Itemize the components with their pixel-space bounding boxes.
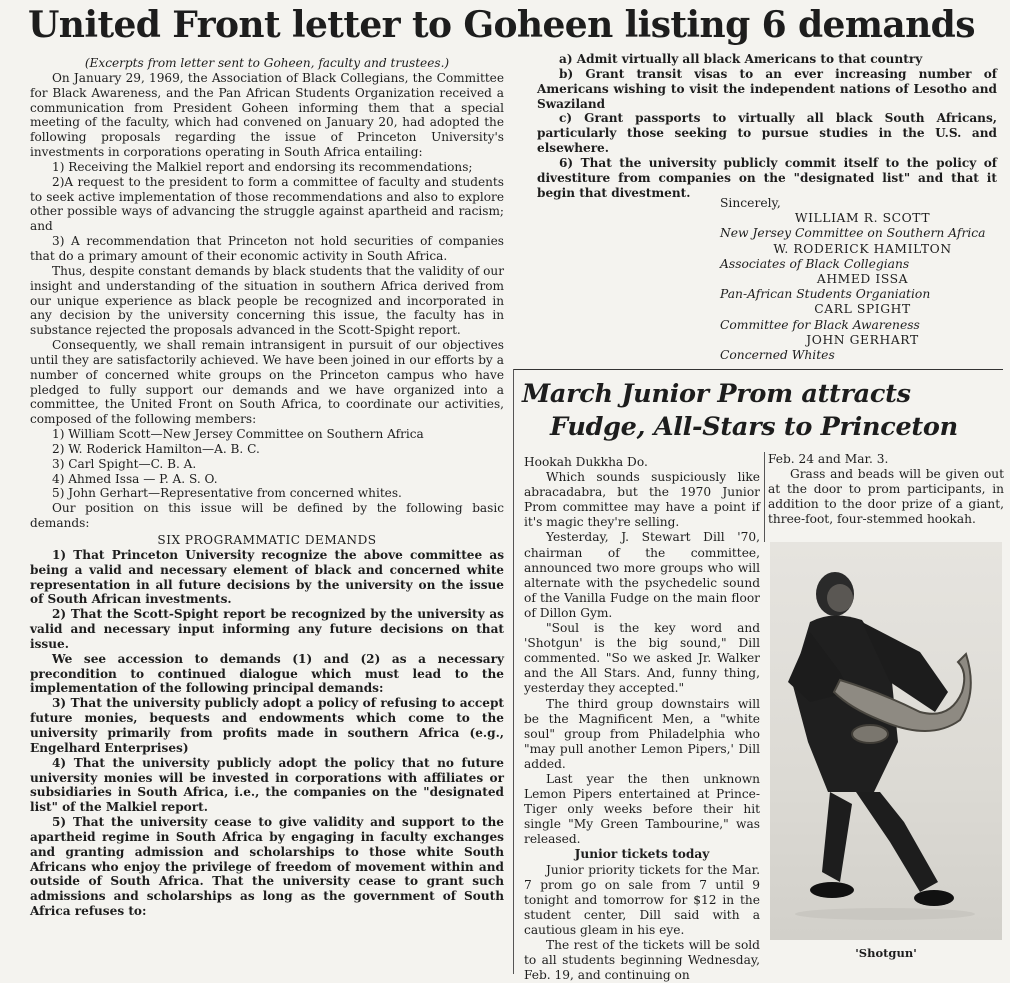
signer-org: Pan-African Students Organiation bbox=[720, 287, 931, 302]
paragraph: Consequently, we shall remain intransigent in pursuit of our objectives until they are satisfactorily achieved. We have been joined in our efforts by a number of concerned white groups on the Princeton campus who have pledged to fully support our demands and we have organized into a committee, the United Front on South Africa, to coordinate our activities, composed of the following members: bbox=[30, 338, 504, 427]
page-title: United Front letter to Goheen listing 6 demands bbox=[28, 4, 975, 46]
paragraph: We see accession to demands (1) and (2) as a necessary precondition to continued dialogue which must lead to the implementation of the following principal demands: bbox=[30, 651, 504, 696]
paragraph: The rest of the tickets will be sold to all students beginning Wednesday, Feb. 19, and continuing on bbox=[524, 938, 760, 983]
signer-org: New Jersey Committee on Southern Africa bbox=[720, 226, 986, 241]
letter-column-left bbox=[30, 56, 504, 919]
demand-item: 4) That the university publicly adopt the policy that no future university monies will be invested in corporations with affiliates or subsidiaries in South Africa, i.e., the companies on the "designated list" of the Malkiel report. bbox=[30, 755, 504, 815]
paragraph: Hookah Dukkha Do. bbox=[524, 455, 648, 469]
paragraph: 1) Receiving the Malkiel report and endorsing its recommendations; bbox=[52, 159, 473, 174]
paragraph: Grass and beads will be given out at the door to prom participants, in addition to the door prize of a giant, three-foot, four-stemmed hookah. bbox=[768, 467, 1004, 527]
paragraph: The third group downstairs will be the Magnificent Men, a "white soul" group from Philadelphia who "may pull another Lemon Pipers,' Dill added. bbox=[524, 696, 760, 771]
demand-item: 3) That the university publicly adopt a policy of refusing to accept future monies, bequests and endowments which come to the university primarily from profits made in southern Africa (e.g., Engelhard Enterprises) bbox=[30, 696, 504, 755]
member-item: 1) William Scott—New Jersey Committee on Southern Africa bbox=[52, 427, 424, 442]
paragraph: On January 29, 1969, the Association of Black Collegians, the Committee for Black Awareness, and the Pan African Students Organization received a communication from President Goheen informing them that a special meeting of the faculty, which had convened on January 20, had adopted the following proposals regarding the issue of Princeton University's investments in corporations operating in South Africa entailing: bbox=[30, 70, 504, 160]
section-heading: SIX PROGRAMMATIC DEMANDS bbox=[157, 533, 377, 547]
demand-subitem: c) Grant passports to virtually all black South Africans, particularly those seeking to pursue studies in the U.S. and elsewhere. bbox=[537, 111, 997, 156]
divider bbox=[764, 452, 765, 542]
saxophonist-figure bbox=[770, 542, 1002, 940]
demand-item: 2) That the Scott-Spight report be recognized by the university as valid and necessary input informing any future decisions on that issue. bbox=[30, 607, 504, 651]
letter-column-right bbox=[537, 52, 997, 200]
member-item: 4) Ahmed Issa — P. A. S. O. bbox=[52, 471, 218, 486]
divider bbox=[513, 369, 1003, 370]
signer-org: Committee for Black Awareness bbox=[720, 317, 920, 332]
member-item: 5) John Gerhart—Representative from concerned whites. bbox=[52, 486, 402, 501]
demand-item: 1) That Princeton University recognize the above committee as being a valid and necessary element of black and concerned white representation in all future decisions by the university on the issue of South African investments. bbox=[30, 547, 504, 607]
member-item: 2) W. Roderick Hamilton—A. B. C. bbox=[52, 441, 260, 456]
signer-name: JOHN GERHART bbox=[806, 332, 919, 347]
prom-column-1 bbox=[524, 455, 760, 983]
paragraph: Feb. 24 and Mar. 3. bbox=[768, 452, 889, 466]
photo-caption: 'Shotgun' bbox=[855, 946, 917, 960]
demand-subitem: b) Grant transit visas to an ever increasing number of Americans wishing to visit the independent nations of Lesotho and Swaziland bbox=[537, 66, 997, 111]
signoff: Sincerely, bbox=[720, 196, 781, 210]
byline: (Excerpts from letter sent to Goheen, faculty and trustees.) bbox=[84, 56, 450, 70]
paragraph: Our position on this issue will be defined by the following basic demands: bbox=[30, 501, 504, 531]
signer-org: Concerned Whites bbox=[720, 348, 835, 363]
demand-item: 5) That the university cease to give validity and support to the apartheid regime in South Africa by engaging in faculty exchanges and granting admission and scholarships to those white South Africans who enjoy the privilege of freedom of movement within and outside of South Africa. That the university cease to grant such admissions and scholarships as long as the government of South Africa refuses to: bbox=[30, 815, 504, 919]
signature-block bbox=[720, 196, 1005, 363]
paragraph: Yesterday, J. Stewart Dill '70, chairman of the committee, announced two more groups who will alternate with the psychedelic sound of the Vanilla Fudge on the main floor of Dillon Gym. bbox=[524, 530, 760, 620]
signer-name: WILLIAM R. SCOTT bbox=[794, 211, 931, 226]
signer-name: CARL SPIGHT bbox=[814, 302, 911, 317]
signer-org: Associates of Black Collegians bbox=[720, 256, 910, 271]
prom-article-headline bbox=[522, 378, 1007, 444]
subheading: Junior tickets today bbox=[574, 847, 710, 862]
prom-headline-line: March Junior Prom attracts bbox=[522, 379, 911, 409]
signer-name: W. RODERICK HAMILTON bbox=[773, 241, 952, 256]
demand-item: 6) That the university publicly commit itself to the policy of divestiture from companies on the "designated list" and that it begin that divestment. bbox=[537, 155, 997, 200]
divider bbox=[513, 369, 514, 974]
saxophonist-photo bbox=[770, 542, 1002, 940]
prom-headline-line: Fudge, All-Stars to Princeton bbox=[550, 412, 958, 442]
prom-column-2 bbox=[768, 452, 1004, 527]
paragraph: Last year the then unknown Lemon Pipers entertained at Prince-Tiger only weeks before their hit single "My Green Tambourine," was released. bbox=[524, 771, 760, 847]
paragraph: Junior priority tickets for the Mar. 7 prom go on sale from 7 until 9 tonight and tomorrow for $12 in the student center, Dill said with a cautious gleam in his eye. bbox=[524, 862, 760, 937]
paragraph: Thus, despite constant demands by black students that the validity of our insight and understanding of the situation in southern Africa derived from our unique experience as black people be recognized and incorporated in any decision by the university concerning this issue, the faculty has in substance rejected the proposals advanced in the Scott-Spight report. bbox=[30, 263, 504, 338]
signer-name: AHMED ISSA bbox=[816, 272, 909, 287]
paragraph: 3) A recommendation that Princeton not hold securities of companies that do a primary amount of their economic activity in South Africa. bbox=[30, 234, 504, 263]
member-item: 3) Carl Spight—C. B. A. bbox=[52, 456, 197, 471]
paragraph: 2)A request to the president to form a committee of faculty and students to seek active implementation of those recommendations and also to explore other possible ways of advancing the struggle against apartheid and racism; and bbox=[30, 174, 504, 234]
paragraph: "Soul is the key word and 'Shotgun' is the big sound," Dill commented. "So we asked Jr. Walker and the All Stars. And, funny thing, yesterday they accepted." bbox=[524, 621, 760, 696]
demand-subitem: a) Admit virtually all black Americans to that country bbox=[559, 52, 923, 66]
paragraph: Which sounds suspiciously like abracadabra, but the 1970 Junior Prom committee may have a point if it's magic they're selling. bbox=[524, 470, 760, 530]
